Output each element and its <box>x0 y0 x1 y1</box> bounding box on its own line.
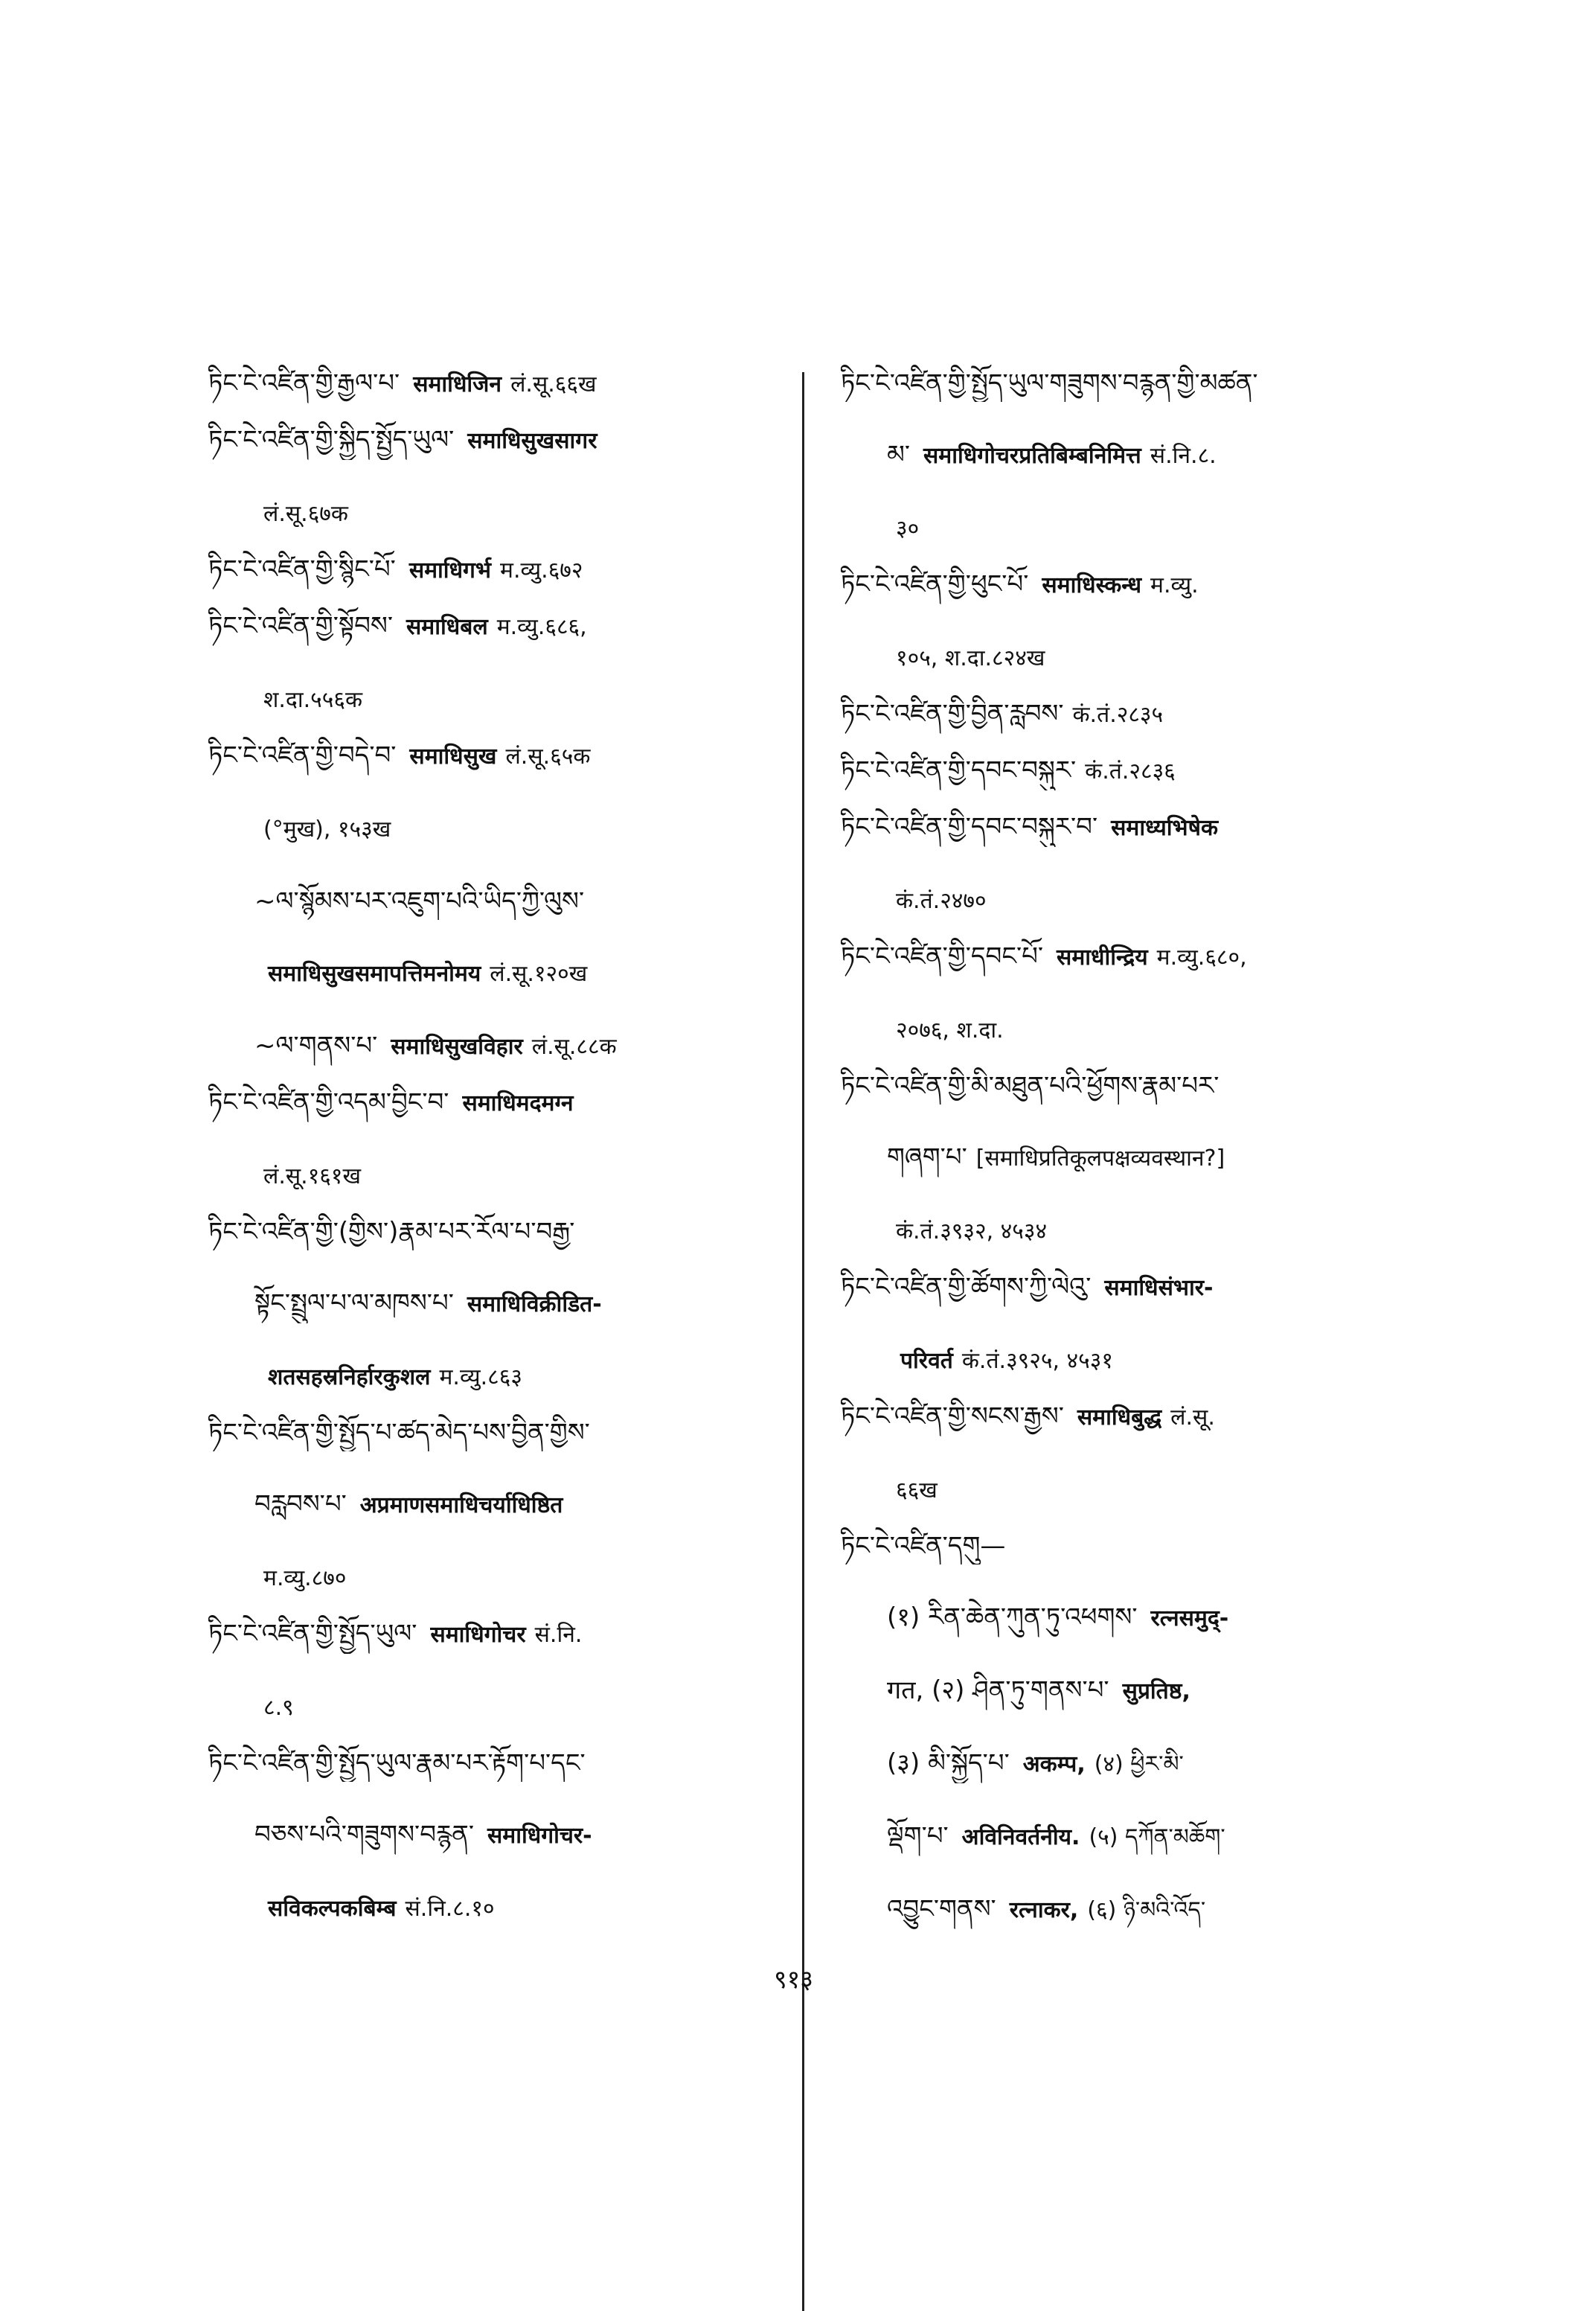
tibetan-term: ལྡོག་པ་ <box>887 1821 949 1851</box>
sanskrit-equivalent: समाधिसुखसागर <box>467 428 597 454</box>
entry-line <box>208 737 796 776</box>
tibetan-term: ཏིང་ངེ་འཛིན་གྱི་དབང་པོ་ <box>841 942 1044 971</box>
sanskrit-equivalent: शतसहस्रनिर्हारकुशल <box>268 1364 431 1390</box>
tibetan-term: འབྱུང་གནས་ <box>887 1894 996 1924</box>
dictionary-entry <box>208 1084 796 1195</box>
left-column <box>208 365 796 1946</box>
entry-line <box>841 566 1443 604</box>
entry-line <box>208 1157 796 1195</box>
entry-line <box>841 752 1443 790</box>
dictionary-entry <box>208 1414 796 1597</box>
entry-line <box>208 494 796 533</box>
dictionary-entry <box>841 752 1443 790</box>
dictionary-entry <box>208 421 796 533</box>
source-reference: श.दा.५५६क <box>263 687 363 713</box>
source-reference: सं.नि.८. <box>1150 443 1217 469</box>
source-reference: ८.९ <box>263 1695 294 1721</box>
source-reference: २०७६, श.दा. <box>896 1017 1004 1043</box>
source-reference: लं.सू. <box>1170 1404 1215 1431</box>
tibetan-term: ཏིང་ངེ་འཛིན་གྱི་དབང་བསྐུར་བ་ <box>841 812 1098 842</box>
sanskrit-equivalent: समाधिसंभार- <box>1104 1275 1214 1301</box>
dictionary-entry <box>841 365 1443 548</box>
tibetan-term: ཏིང་ངེ་འཛིན་གྱི་མི་མཐུན་པའི་ཕྱོགས་རྣམ་པར་ <box>841 1071 1220 1101</box>
entry-line <box>841 436 1443 475</box>
source-reference: (५) དཀོན་མཆོག་ <box>1089 1824 1225 1850</box>
source-reference: १०५, श.दा.८२४ख <box>896 645 1045 671</box>
dictionary-entry <box>841 695 1443 734</box>
tibetan-term: गत, (२) ཤིན་ཏུ་གནས་པ་ <box>887 1675 1109 1705</box>
dictionary-entry <box>841 1268 1443 1380</box>
entry-line <box>841 1341 1443 1380</box>
entry-line <box>208 1285 796 1323</box>
entry-line <box>841 1268 1443 1307</box>
source-reference: म.व्यु.६८०, <box>1156 944 1247 971</box>
entry-line <box>841 1067 1443 1105</box>
source-reference: कं.तं.३९२५, ४५३१ <box>961 1348 1113 1374</box>
entry-line <box>208 1414 796 1451</box>
tibetan-term: བཅས་པའི་གཟུགས་བརྙན་ <box>254 1820 474 1850</box>
source-reference: ६६ख <box>896 1477 938 1503</box>
dictionary-entry <box>208 1615 796 1727</box>
source-reference: म.व्यु.८७० <box>263 1565 347 1591</box>
sanskrit-equivalent: समाधिजिन <box>413 371 502 397</box>
tibetan-term: ཏིང་ངེ་འཛིན་གྱི་སྐྱིད་སྤྱོད་ཡུལ་ <box>208 425 455 455</box>
tibetan-term: ཏིང་ངེ་འཛིན་གྱི་སྙིང་པོ་ <box>208 554 396 584</box>
right-column <box>841 365 1443 1947</box>
entry-line <box>841 1818 1443 1856</box>
dictionary-entry <box>841 566 1443 677</box>
entry-line <box>208 1688 796 1727</box>
source-reference: म.व्यु.६८६, <box>496 614 587 640</box>
entry-line <box>208 607 796 646</box>
sanskrit-equivalent: समाधिबुद्ध <box>1077 1404 1162 1431</box>
dictionary-entry <box>208 365 796 403</box>
sanskrit-equivalent: समाधिगोचर- <box>487 1823 592 1849</box>
source-reference: कं.तं.३९३२, ४५३४ <box>896 1218 1048 1244</box>
sanskrit-equivalent: समाध्यभिषेक <box>1111 815 1219 841</box>
entry-line <box>208 1213 796 1250</box>
source-reference: (°मुख), १५३ख <box>263 816 391 843</box>
source-reference: लं.सू.८८क <box>531 1034 617 1060</box>
entry-line <box>841 365 1443 402</box>
sanskrit-equivalent: समाधिगोचरप्रतिबिम्बनिमित्त <box>923 443 1141 469</box>
source-reference: सं.नि.८.१० <box>405 1896 495 1922</box>
entry-line <box>208 421 796 460</box>
sanskrit-equivalent: समाधिसुखविहार <box>391 1034 523 1060</box>
entry-line <box>208 680 796 719</box>
source-reference: म.व्यु.८६३ <box>439 1364 522 1390</box>
entry-line <box>841 881 1443 920</box>
tibetan-term: ཏིང་ངེ་འཛིན་གྱི་སངས་རྒྱས་ <box>841 1401 1064 1431</box>
sanskrit-equivalent: समाधिगोचर <box>430 1622 526 1648</box>
source-reference: लं.सू.६६ख <box>510 371 597 397</box>
tibetan-term: ཏིང་ངེ་འཛིན་གྱི་སྤྱོད་ཡུལ་གཟུགས་བརྙན་གྱི་མཚན་ <box>841 368 1258 398</box>
source-reference: कं.तं.२८३५ <box>1072 702 1164 728</box>
tibetan-term: ཏིང་ངེ་འཛིན་གྱི་ཚོགས་ཀྱི་ལེའུ་ <box>841 1272 1092 1302</box>
entry-line <box>841 1527 1443 1564</box>
sanskrit-equivalent: रत्नसमुद्- <box>1150 1605 1229 1631</box>
entry-line <box>208 1745 796 1782</box>
entry-line <box>841 938 1443 976</box>
tibetan-term: ཏིང་ངེ་འཛིན་གྱི་(གྱིས་)རྣམ་པར་རོལ་པ་བརྒྱ་ <box>208 1217 575 1247</box>
tibetan-term: ཏིང་ངེ་འཛིན་གྱི་སྤྱོད་པ་ཚད་མེད་པས་བྱིན་གྱིས་ <box>208 1418 590 1448</box>
tibetan-term: ཏིང་ངེ་འཛིན་གྱི་སྤྱོད་ཡུལ་རྣམ་པར་རྟོག་པ་དང་ <box>208 1748 586 1778</box>
entry-line <box>841 1212 1443 1250</box>
sanskrit-equivalent: समाधिविक्रीडित- <box>467 1291 602 1317</box>
sanskrit-equivalent: समाधिमदमग्न <box>462 1090 574 1116</box>
entry-line <box>841 1890 1443 1929</box>
dictionary-entry <box>208 737 796 1066</box>
sanskrit-equivalent: अविनिवर्तनीय. <box>961 1824 1080 1850</box>
sanskrit-equivalent: समाधिगर्भ <box>408 557 492 584</box>
tibetan-term: ཏིང་ངེ་འཛིན་གྱི་སྟོབས་ <box>208 611 393 641</box>
tibetan-term: ཏིང་ངེ་འཛིན་གྱི་འདམ་བྱིང་བ་ <box>208 1087 449 1117</box>
entry-line <box>208 1084 796 1122</box>
source-reference: (६) ཉི་མའི་འོད་ <box>1087 1897 1206 1923</box>
entry-line <box>208 365 796 403</box>
entry-line <box>208 1358 796 1396</box>
entry-line <box>841 1672 1443 1710</box>
entry-line <box>841 1745 1443 1783</box>
tibetan-term: མ་ <box>887 440 911 470</box>
tibetan-term: ཏིང་ངེ་འཛིན་གྱི་སྤྱོད་ཡུལ་ <box>208 1619 417 1649</box>
tibetan-term: ཏིང་ངེ་འཛིན་གྱི་དབང་བསྐུར་ <box>841 755 1077 785</box>
entry-line <box>208 1559 796 1597</box>
tibetan-term: ~ལ་སྙོམས་པར་འཇུག་པའི་ཡིད་ཀྱི་ལུས་ <box>254 886 585 916</box>
entry-line <box>208 1816 796 1855</box>
entry-line <box>208 954 796 993</box>
entry-line <box>841 808 1443 847</box>
tibetan-term: ཏིང་ངེ་འཛིན་གྱི་བདེ་བ་ <box>208 741 397 770</box>
dictionary-entry <box>841 1527 1443 1929</box>
dictionary-entry <box>208 1745 796 1928</box>
tibetan-term: ཏིང་ངེ་འཛིན་དགུ— <box>841 1531 1006 1561</box>
sanskrit-equivalent: समाधिस्कन्ध <box>1042 572 1142 598</box>
dictionary-entry <box>841 938 1443 1049</box>
entry-line <box>841 509 1443 548</box>
dictionary-entry <box>208 551 796 589</box>
tibetan-term: ཏིང་ངེ་འཛིན་གྱི་ཕུང་པོ་ <box>841 569 1029 599</box>
source-reference: लं.सू.६७क <box>263 501 348 527</box>
sanskrit-equivalent: अकम्प, <box>1022 1751 1086 1777</box>
entry-line <box>841 1599 1443 1637</box>
sanskrit-equivalent: समाधीन्द्रिय <box>1057 944 1148 971</box>
tibetan-term: (१) རིན་ཆེན་ཀུན་ཏུ་འཕགས་ <box>887 1602 1138 1632</box>
sanskrit-equivalent: सविकल्पकबिम्ब <box>268 1896 397 1922</box>
tibetan-term: ~ལ་གནས་པ་ <box>254 1031 378 1061</box>
entry-line <box>841 695 1443 734</box>
entry-line <box>208 883 796 920</box>
tibetan-term: སྟོང་སྤྲུལ་པ་ལ་མཁས་པ་ <box>254 1288 454 1318</box>
source-reference: लं.सू.६५क <box>505 744 591 770</box>
dictionary-entry <box>841 808 1443 920</box>
tibetan-term: བརླབས་པ་ <box>254 1489 347 1519</box>
tibetan-term: ཏིང་ངེ་འཛིན་གྱི་བྱིན་རླབས་ <box>841 699 1064 729</box>
page-number: ९१३ <box>774 1965 814 1995</box>
sanskrit-equivalent: सुप्रतिष्ठ, <box>1122 1678 1190 1704</box>
source-reference: [समाधिप्रतिकूलपक्षव्यवस्थान?] <box>975 1145 1225 1172</box>
sanskrit-equivalent: रत्नाकर, <box>1009 1897 1079 1923</box>
tibetan-term: ཏིང་ངེ་འཛིན་གྱི་རྒྱལ་པ་ <box>208 368 400 398</box>
source-reference: लं.सू.१२०ख <box>490 961 588 987</box>
entry-line <box>841 1398 1443 1436</box>
sanskrit-equivalent: अप्रमाणसमाधिचर्याधिष्ठित <box>359 1492 563 1518</box>
dictionary-entry <box>841 1398 1443 1509</box>
entry-line <box>208 1615 796 1654</box>
source-reference: ३० <box>896 516 920 542</box>
entry-line <box>841 1011 1443 1049</box>
sanskrit-equivalent: समाधिसुख <box>409 744 497 770</box>
source-reference: सं.नि. <box>534 1622 583 1648</box>
entry-line <box>841 1471 1443 1509</box>
sanskrit-equivalent: परिवर्त <box>900 1348 953 1374</box>
entry-line <box>841 639 1443 677</box>
source-reference: कं.तं.२४७० <box>896 888 987 914</box>
entry-line <box>208 1889 796 1928</box>
entry-line <box>208 810 796 848</box>
source-reference: म.व्यु.६७२ <box>500 557 583 584</box>
source-reference: म.व्यु. <box>1150 572 1199 598</box>
tibetan-term: (३) མི་སྐྱོད་པ་ <box>887 1748 1010 1778</box>
entry-line <box>841 1139 1443 1177</box>
entry-line <box>208 1486 796 1524</box>
column-divider <box>802 372 804 2311</box>
dictionary-entry <box>841 1067 1443 1250</box>
source-reference: लं.सू.१६१ख <box>263 1163 362 1189</box>
entry-line <box>208 551 796 589</box>
tibetan-term: གཞག་པ་ <box>887 1142 967 1172</box>
sanskrit-equivalent: समाधिबल <box>406 614 488 640</box>
dictionary-entry <box>208 1213 796 1396</box>
sanskrit-equivalent: समाधिसुखसमापत्तिमनोमय <box>268 961 481 987</box>
entry-line <box>208 1027 796 1066</box>
source-reference: कं.तं.२८३६ <box>1085 758 1176 784</box>
source-reference: (४) ཕྱིར་མི་ <box>1094 1751 1184 1777</box>
dictionary-entry <box>208 607 796 719</box>
